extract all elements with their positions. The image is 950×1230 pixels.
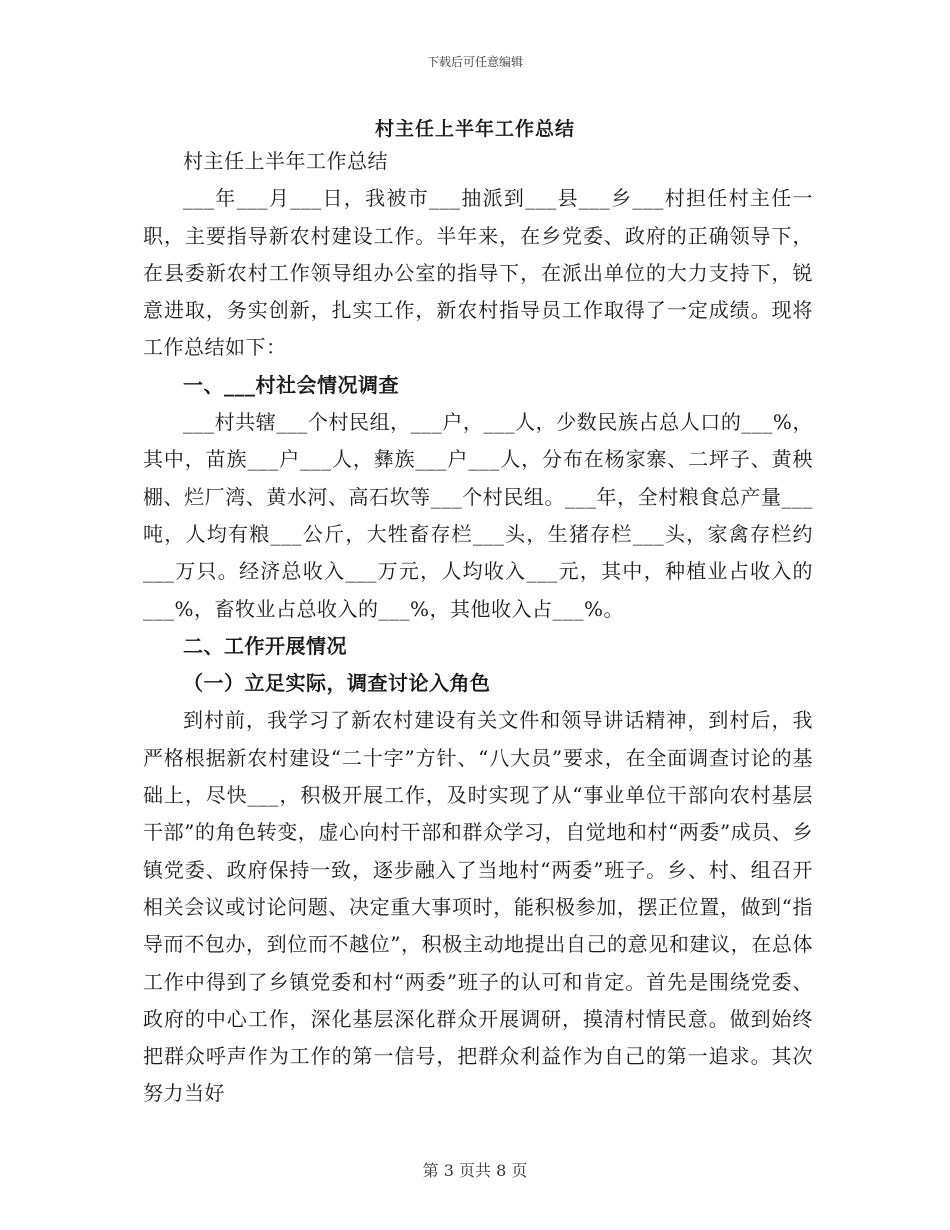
section-heading-2: 二、工作开展情况 [183, 633, 347, 658]
section-heading-1: 一、___村社会情况调查 [183, 372, 399, 397]
body-subtitle: 村主任上半年工作总结 [183, 149, 388, 173]
intro-paragraph: ___年___月___日，我被市___抽派到___县___乡___村担任村主任一职，主要指导新农村建设工作。半年来，在乡党委、政府的正确领导下，在县委新农村工作领导组办公室的指导下，在派出单位的大力支持下，锐意进取，务实创新，扎实工作，新农村指导员工作取得了一定成绩。现将工作总结如下： [143, 186, 813, 360]
header-note: 下载后可任意编辑 [426, 55, 523, 69]
subsection-heading-1: （一）立足实际，调查讨论入角色 [183, 671, 491, 696]
work-paragraph: 到村前，我学习了新农村建设有关文件和领导讲话精神，到村后，我严格根据新农村建设“二十字”方针、“八大员”要求，在全面调查讨论的基础上，尽快___，积极开展工作，及时实现了从“事业单位干部向农村基层干部”的角色转变，虚心向村干部和群众学习，自觉地和村“两委”成员、乡镇党委、政府保持一致，逐步融入了当地村“两委”班子。乡、村、组召开相关会议或讨论问题、决定重大事项时，能积极参加，摆正位置，做到“指导而不包办，到位而不越位”，积极主动地提出自己的意见和建议，在总体工作中得到了乡镇党委和村“两委”班子的认可和肯定。首先是围绕党委、政府的中心工作，深化基层深化群众开展调研，摸清村情民意。做到始终把群众呼声作为工作的第一信号，把群众利益作为自己的第一追求。其次努力当好 [143, 708, 813, 1106]
document-body [143, 143, 813, 1113]
document-title: 村主任上半年工作总结 [374, 118, 575, 140]
page-footer: 第 3 页共 8 页 [422, 1161, 528, 1180]
survey-paragraph: ___村共辖___个村民组，___户，___人，少数民族占总人口的___%，其中，苗族___户___人，彝族___户___人，分布在杨家寨、二坪子、黄秧棚、烂厂湾、黄水河、高石坎等___个村民组。___年，全村粮食总产量___吨，人均有粮___公斤，大牲畜存栏___头，生猪存栏___头，家禽存栏约___万只。经济总收入___万元，人均收入___元，其中，种植业占收入的___%，畜牧业占总收入的___%，其他收入占___%。 [143, 410, 813, 621]
